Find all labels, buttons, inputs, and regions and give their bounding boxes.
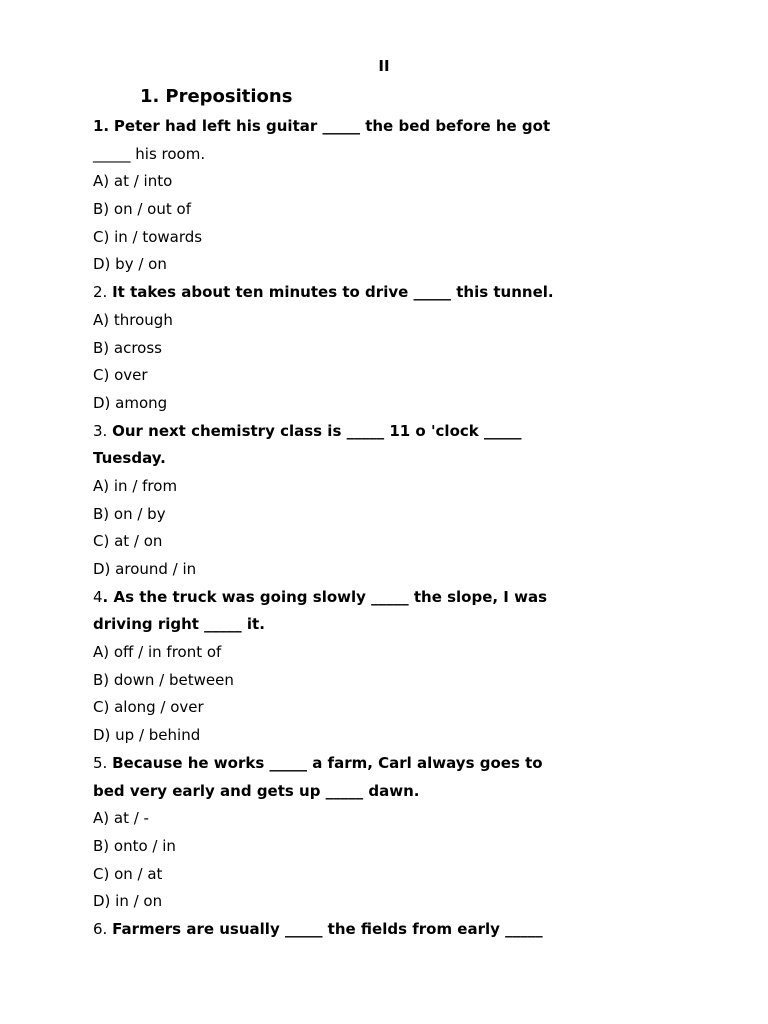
question-line bbox=[93, 916, 693, 944]
question-text: Because he works _____ a farm, Carl always goes to bbox=[112, 753, 543, 772]
answer-option: B) on / by bbox=[93, 504, 166, 523]
question-text-continuation: driving right _____ it. bbox=[93, 615, 265, 634]
question-text: Farmers are usually _____ the fields from early _____ bbox=[112, 919, 543, 938]
question-number: 1. bbox=[93, 117, 110, 135]
answer-option: D) in / on bbox=[93, 892, 163, 911]
answer-option: C) over bbox=[93, 366, 148, 385]
section-number-text: II bbox=[378, 57, 390, 75]
question-line bbox=[93, 113, 693, 141]
question-line bbox=[93, 750, 693, 778]
answer-option: D) up / behind bbox=[93, 726, 201, 745]
answer-option: B) across bbox=[93, 338, 162, 357]
question-number: 4 bbox=[93, 587, 103, 606]
question-text-continuation: bed very early and gets up _____ dawn. bbox=[93, 781, 420, 800]
question-3 bbox=[93, 418, 693, 584]
question-line bbox=[93, 584, 693, 612]
answer-option: C) along / over bbox=[93, 698, 204, 717]
question-4 bbox=[93, 584, 693, 750]
answer-option: A) off / in front of bbox=[93, 643, 222, 662]
answer-option: A) through bbox=[93, 310, 173, 329]
answer-option: B) on / out of bbox=[93, 200, 191, 219]
answer-option: C) at / on bbox=[93, 532, 163, 551]
question-2 bbox=[93, 279, 693, 417]
answer-option: C) in / towards bbox=[93, 227, 203, 246]
question-1 bbox=[93, 113, 693, 279]
answer-option: B) onto / in bbox=[93, 836, 176, 855]
exercise-heading bbox=[140, 86, 292, 107]
question-5 bbox=[93, 750, 693, 916]
answer-option: B) down / between bbox=[93, 670, 234, 689]
answer-option: C) on / at bbox=[93, 864, 163, 883]
question-number: 5. bbox=[93, 753, 108, 772]
question-6 bbox=[93, 916, 693, 944]
question-number: 6. bbox=[93, 919, 108, 938]
question-line bbox=[93, 279, 693, 307]
question-text-continuation: _____ his room. bbox=[93, 144, 206, 163]
answer-option: A) at / - bbox=[93, 809, 149, 828]
answer-option: A) in / from bbox=[93, 476, 178, 495]
question-line bbox=[93, 418, 693, 446]
heading-number: 1. bbox=[140, 86, 160, 107]
answer-option: D) by / on bbox=[93, 255, 167, 274]
question-number: 3. bbox=[93, 421, 108, 440]
question-text: . As the truck was going slowly _____ the slope, I was bbox=[102, 587, 548, 606]
question-text-continuation: Tuesday. bbox=[93, 449, 166, 468]
answer-option: D) among bbox=[93, 393, 168, 412]
heading-title: Prepositions bbox=[165, 86, 293, 107]
question-text: Peter had left his guitar _____ the bed before he got bbox=[113, 117, 551, 135]
question-text: It takes about ten minutes to drive _____ this tunnel. bbox=[112, 283, 554, 302]
answer-option: D) around / in bbox=[93, 560, 197, 578]
answer-option: A) at / into bbox=[93, 172, 173, 191]
question-text: Our next chemistry class is _____ 11 o 'clock _____ bbox=[112, 421, 522, 440]
question-number: 2. bbox=[93, 283, 108, 302]
section-number bbox=[0, 57, 768, 75]
question-list bbox=[93, 113, 693, 944]
